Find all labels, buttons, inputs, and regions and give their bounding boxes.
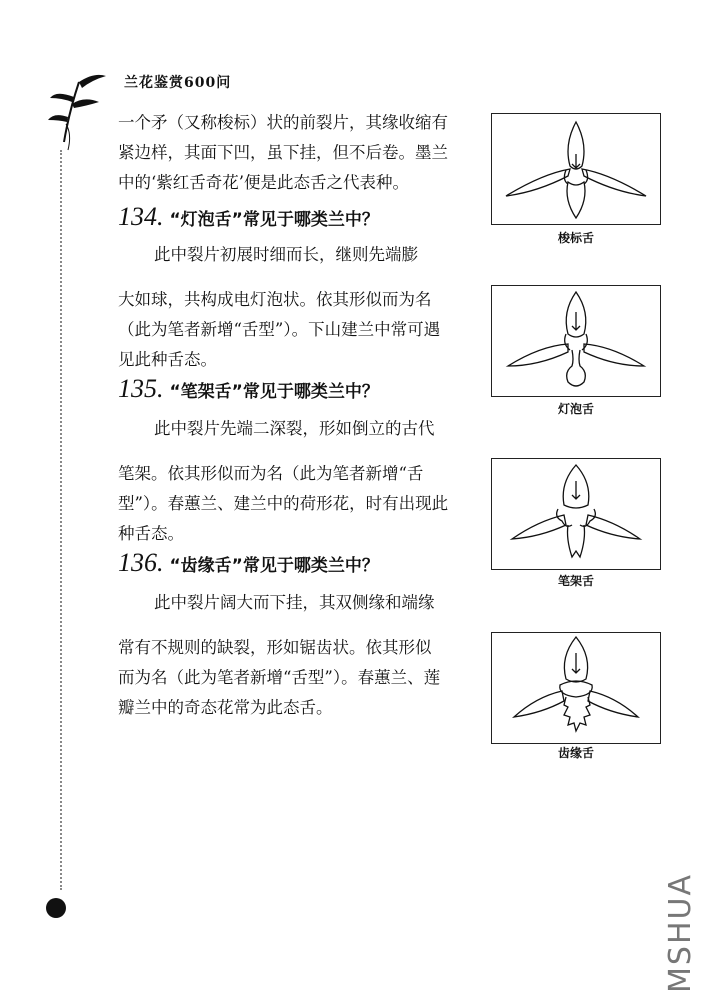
text-line: 种舌态。 <box>118 524 184 543</box>
question-title: “灯泡舌”常见于哪类兰中？ <box>169 210 379 230</box>
text-line: 大如球，共构成电灯泡状。依其形似而为名 <box>118 290 432 309</box>
text-line: 瓣兰中的奇态花常为此态舌。 <box>118 698 333 717</box>
book-title: 兰花鉴赏600问 <box>124 75 232 91</box>
text-line: 型”）。春蕙兰、建兰中的荷形花，时有出现此 <box>118 494 449 513</box>
text-line: 此中裂片阔大而下挂，其双侧缘和端缘 <box>154 593 435 612</box>
figure-caption: 梭标舌 <box>557 231 594 245</box>
orchid-flower-icon <box>492 286 660 396</box>
text-line: 一个矛（又称梭标）状的前裂片，其缘收缩有 <box>118 113 448 132</box>
question-number: 134. <box>118 202 164 231</box>
question-title: “齿缘舌”常见于哪类兰中？ <box>169 556 379 576</box>
text-line: 笔架。依其形似而为名（此为笔者新增“舌 <box>118 464 424 483</box>
question-135-heading <box>118 374 379 404</box>
answer-136 <box>118 588 486 723</box>
figure-caption: 齿缘舌 <box>557 746 594 760</box>
text-line: 此中裂片先端二深裂，形如倒立的古代 <box>154 419 435 438</box>
figure-caption: 笔架舌 <box>557 574 594 588</box>
figure-pen-rack-lip <box>491 458 661 570</box>
figure-spear-lip <box>491 113 661 225</box>
figure-toothed-lip <box>491 632 661 744</box>
margin-dotted-line <box>60 150 62 890</box>
answer-134 <box>118 240 486 375</box>
question-title: “笔架舌”常见于哪类兰中？ <box>169 382 379 402</box>
orchid-logo-icon <box>44 62 114 152</box>
text-line: 见此种舌态。 <box>118 350 217 369</box>
text-line: （此为笔者新增“舌型”）。下山建兰中常可遇 <box>118 320 441 339</box>
orchid-flower-icon <box>492 633 660 743</box>
answer-135 <box>118 414 486 549</box>
orchid-flower-icon <box>492 459 660 569</box>
figure-caption: 灯泡舌 <box>557 402 594 416</box>
intro-paragraph <box>118 108 486 198</box>
text-line: 此中裂片初展时细而长，继则先端膨 <box>154 245 418 264</box>
text-line: 中的‘紫红舌奇花’便是此态舌之代表种。 <box>118 173 409 192</box>
page-number-badge <box>46 898 66 918</box>
figure-bulb-lip <box>491 285 661 397</box>
question-number: 136. <box>118 548 164 577</box>
text-line: 紧边样，其面下凹，虽下挂，但不后卷。墨兰 <box>118 143 448 162</box>
text-line: 常有不规则的缺裂，形如锯齿状。依其形似 <box>118 638 432 657</box>
text-line: 而为名（此为笔者新增“舌型”）。春蕙兰、莲 <box>118 668 441 687</box>
orchid-flower-icon <box>492 114 660 224</box>
question-number: 135. <box>118 374 164 403</box>
question-136-heading <box>118 548 379 578</box>
watermark: MSHUA <box>663 873 698 993</box>
question-134-heading <box>118 202 379 232</box>
